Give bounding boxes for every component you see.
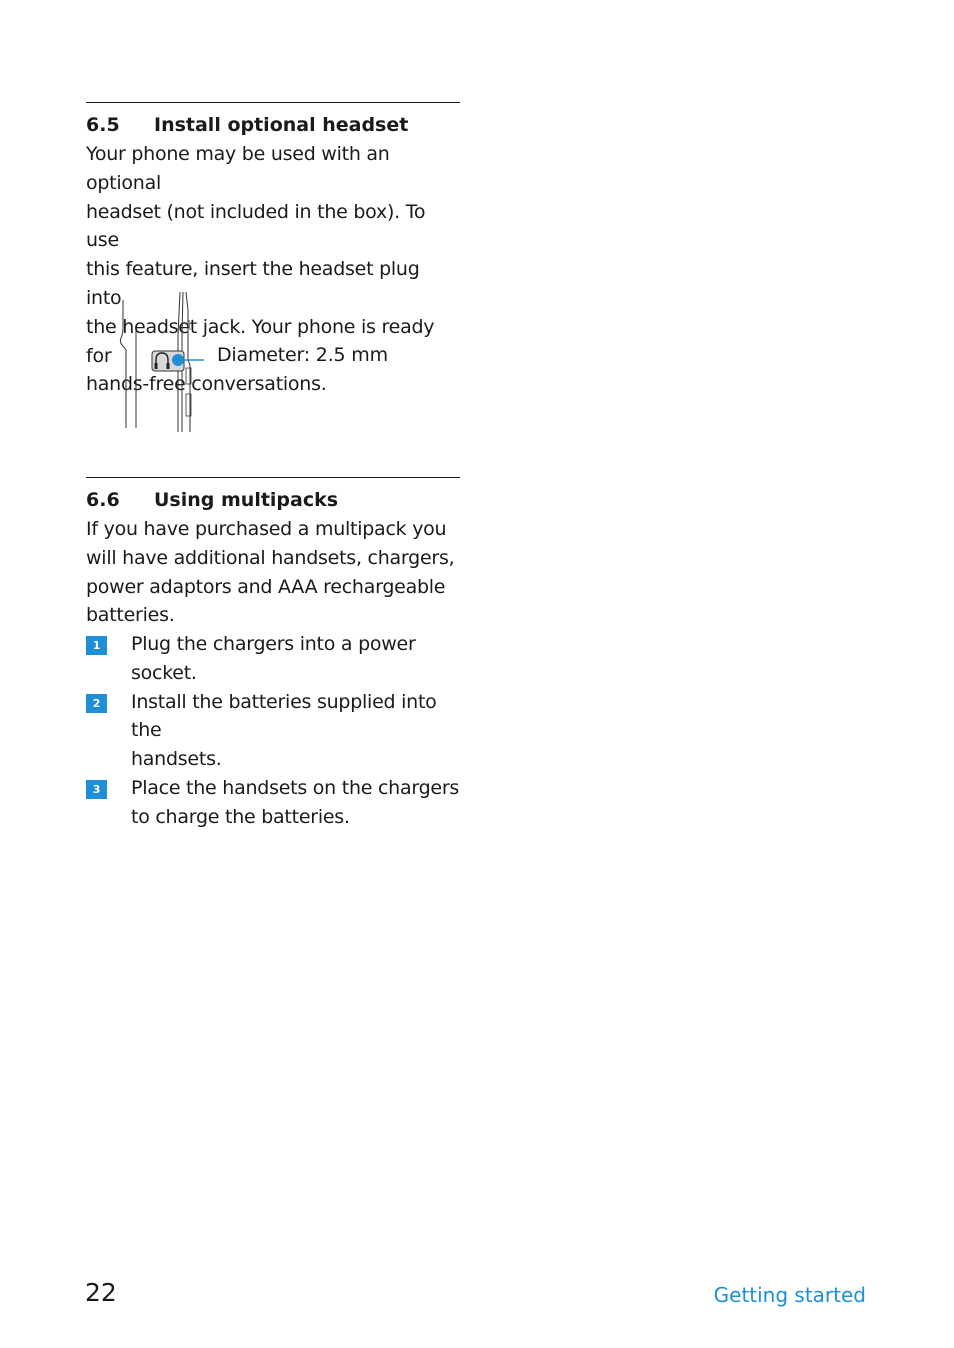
step-item	[86, 688, 460, 774]
step-item	[86, 774, 460, 832]
section-title: Install optional headset	[154, 114, 409, 136]
paragraph-line: Your phone may be used with an optional	[86, 143, 390, 194]
footer-section-name: Getting started	[713, 1283, 866, 1307]
paragraph-line: hands-free conversations.	[86, 373, 327, 396]
paragraph-line: If you have purchased a multipack you	[86, 518, 447, 540]
paragraph-line: power adaptors and AAA rechargeable	[86, 575, 446, 598]
step-number-badge: 2	[86, 694, 107, 713]
step-number-badge: 3	[86, 780, 107, 799]
step-line: socket.	[131, 661, 197, 684]
paragraph-line: this feature, insert the headset plug into	[86, 258, 420, 309]
headset-jack-figure	[86, 290, 460, 438]
phone-side-illustration	[86, 290, 226, 438]
paragraph-line: batteries.	[86, 604, 175, 627]
section-6-6-paragraph	[86, 515, 460, 630]
step-item	[86, 630, 460, 688]
paragraph-line: will have additional handsets, chargers,	[86, 546, 455, 569]
section-heading-6-5	[86, 113, 460, 137]
section-divider-6-6	[86, 477, 460, 478]
diameter-label: Diameter: 2.5 mm	[217, 344, 388, 366]
page-number: 22	[85, 1278, 117, 1307]
step-line: Install the batteries supplied into the	[131, 690, 437, 742]
section-title: Using multipacks	[154, 489, 339, 511]
step-line: handsets.	[131, 748, 222, 771]
step-line: Plug the chargers into a power	[131, 633, 416, 655]
section-number: 6.5	[86, 114, 120, 136]
step-line: to charge the batteries.	[131, 805, 350, 828]
section-number: 6.6	[86, 489, 120, 511]
step-number-badge: 1	[86, 636, 107, 655]
paragraph-line: headset (not included in the box). To use	[86, 200, 426, 252]
step-line: Place the handsets on the chargers	[131, 776, 460, 799]
steps-list	[86, 630, 460, 832]
section-heading-6-6	[86, 488, 460, 512]
section-divider-6-5	[86, 102, 460, 103]
paragraph-line: the headset jack. Your phone is ready for	[86, 315, 435, 367]
